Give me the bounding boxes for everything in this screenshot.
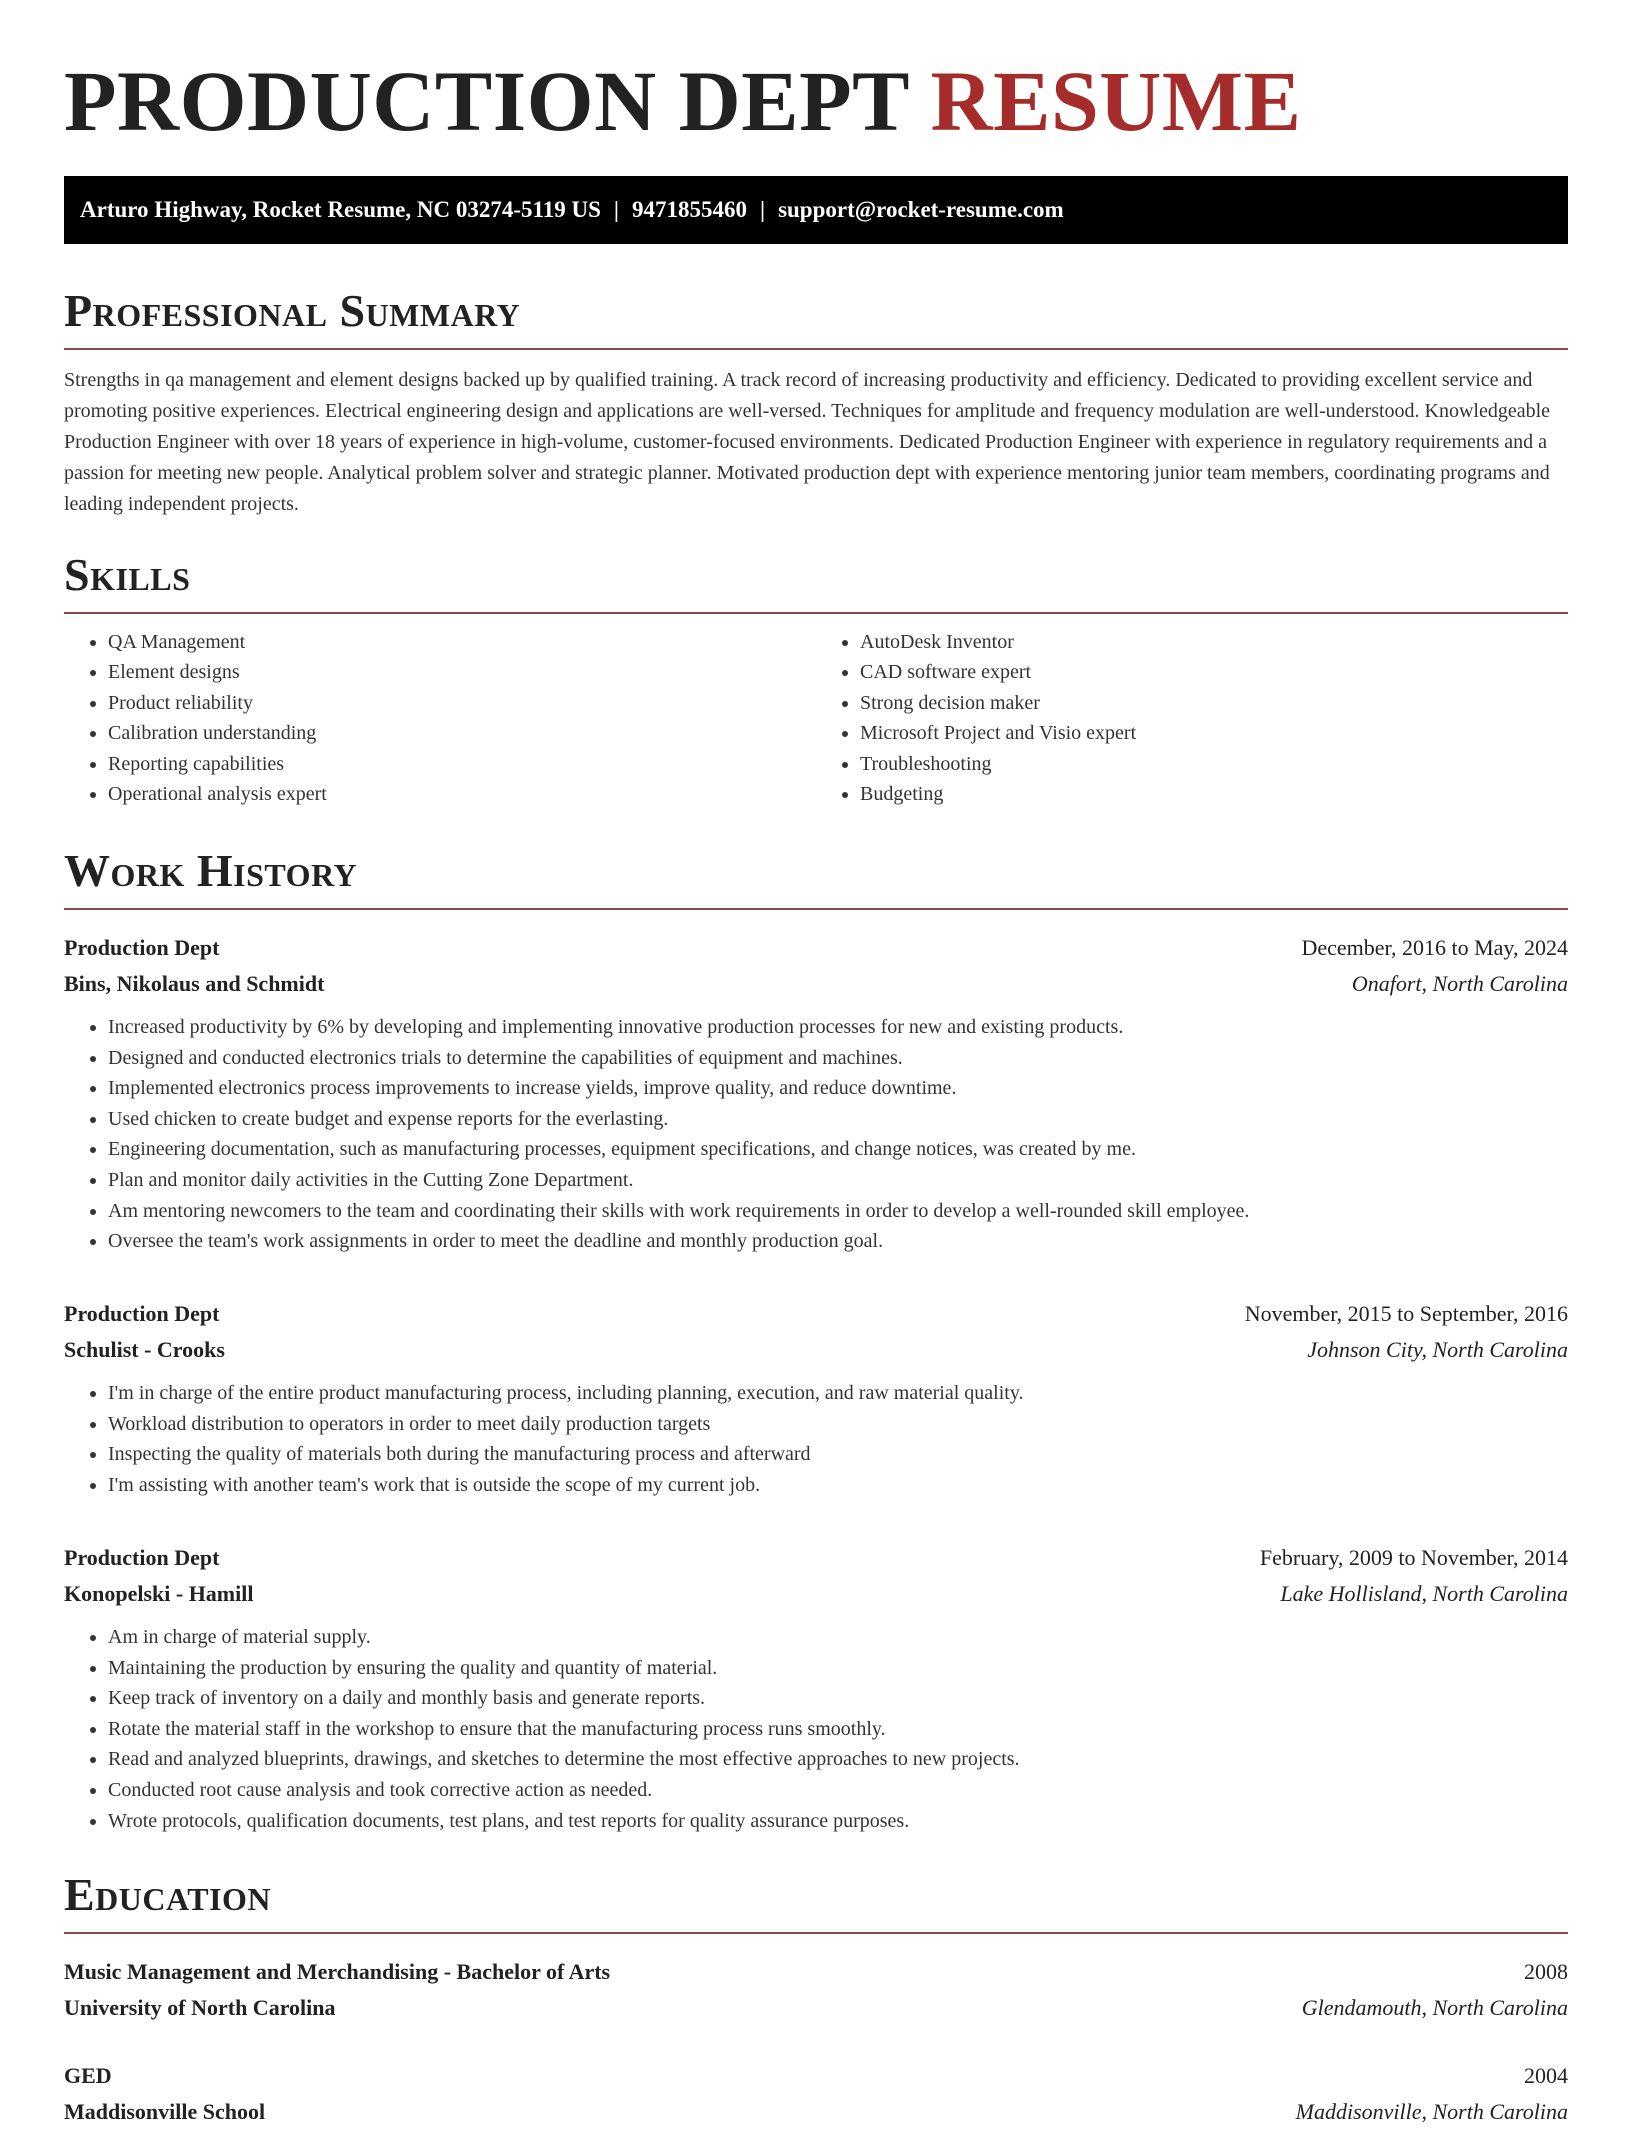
education-entry [64, 2058, 1568, 2130]
section-divider [64, 1932, 1568, 1934]
job-bullet: • Wrote protocols, qualification documents, test plans, and test reports for quality assurance purposes. [108, 1806, 1568, 1837]
job-title: Production Dept [64, 1545, 220, 1570]
education-heading: Education [64, 1869, 272, 1920]
section-divider [64, 908, 1568, 910]
skill-item: • Budgeting [860, 779, 1568, 809]
section-divider [64, 612, 1568, 614]
job-bullet: • Maintaining the production by ensuring the quality and quantity of material. [108, 1653, 1568, 1684]
skills-list [64, 627, 1568, 809]
education-entry [64, 1954, 1568, 2026]
skill-item: • QA Management [108, 627, 816, 657]
job-title: Production Dept [64, 935, 220, 960]
job-bullet: • Am in charge of material supply. [108, 1622, 1568, 1653]
job-bullet: • Oversee the team's work assignments in order to meet the deadline and monthly production goal. [108, 1226, 1568, 1257]
education-school: University of North Carolina [64, 1995, 336, 2020]
job-bullet: • I'm in charge of the entire product manufacturing process, including planning, execution, and raw material quality. [108, 1378, 1568, 1409]
job-location: Lake Hollisland, North Carolina [1280, 1581, 1568, 1606]
skills-section [64, 549, 1568, 809]
skill-item: • Product reliability [108, 688, 816, 718]
education-section [64, 1869, 1568, 1934]
skill-item: • Element designs [108, 657, 816, 687]
summary-text: Strengths in qa management and element designs backed up by qualified training. A track record of increasing productivity and efficiency. Dedicated to providing excellent service and promoting positive experiences. Electrical engineering design and applications are well-versed. Techniques for amplitude and frequency modulation are well-understood. Knowledgeable Production Engineer with over 18 years of experience in high-volume, customer-focused environments. Dedicated Production Engineer with experience in regulatory requirements and a passion for meeting new people. Analytical problem solver and strategic planner. Motivated production dept with experience mentoring junior team members, coordinating programs and leading independent projects. [64, 369, 1551, 515]
contact-separator: | [613, 197, 619, 222]
contact-bar [64, 176, 1568, 244]
job-bullet: • Am mentoring newcomers to the team and coordinating their skills with work requirements in order to develop a well-rounded skill employee. [108, 1196, 1568, 1227]
contact-email: support@rocket-resume.com [778, 197, 1064, 222]
summary-heading: Professional Summary [64, 285, 521, 336]
job-dates: November, 2015 to September, 2016 [1244, 1301, 1568, 1326]
education-location: Maddisonville, North Carolina [1295, 2099, 1568, 2124]
education-location: Glendamouth, North Carolina [1301, 1995, 1568, 2020]
job-dates: December, 2016 to May, 2024 [1301, 935, 1568, 960]
skill-item: • Strong decision maker [860, 688, 1568, 718]
skills-heading: Skills [64, 549, 191, 600]
title-accent: RESUME [930, 53, 1302, 149]
job-bullet: • Read and analyzed blueprints, drawings, and sketches to determine the most effective approaches to new projects. [108, 1744, 1568, 1775]
job-entry [64, 1540, 1568, 1836]
job-company: Bins, Nikolaus and Schmidt [64, 971, 325, 996]
job-bullet: • I'm assisting with another team's work that is outside the scope of my current job. [108, 1470, 1568, 1501]
skill-item: • CAD software expert [860, 657, 1568, 687]
job-bullet: • Workload distribution to operators in order to meet daily production targets [108, 1409, 1568, 1440]
skill-item: • Troubleshooting [860, 749, 1568, 779]
job-entry [64, 1296, 1568, 1500]
job-bullet: • Inspecting the quality of materials both during the manufacturing process and afterward [108, 1439, 1568, 1470]
work-history-heading: Work History [64, 845, 358, 896]
skill-item: • Calibration understanding [108, 718, 816, 748]
title-main: PRODUCTION DEPT [64, 53, 909, 149]
education-school: Maddisonville School [64, 2099, 266, 2124]
job-bullet: • Used chicken to create budget and expense reports for the everlasting. [108, 1104, 1568, 1135]
job-dates: February, 2009 to November, 2014 [1259, 1545, 1568, 1570]
skill-item: • AutoDesk Inventor [860, 627, 1568, 657]
page-title [64, 53, 1302, 149]
job-entry [64, 930, 1568, 1257]
job-company: Konopelski - Hamill [64, 1581, 254, 1606]
skill-item: • Microsoft Project and Visio expert [860, 718, 1568, 748]
contact-separator: | [759, 197, 766, 222]
summary-section [64, 285, 1568, 520]
section-divider [64, 348, 1568, 350]
education-year: 2008 [1524, 1959, 1568, 1984]
job-bullets [64, 1622, 1568, 1836]
job-bullet: • Engineering documentation, such as manufacturing processes, equipment specifications, and change notices, was created by me. [108, 1134, 1568, 1165]
education-degree: Music Management and Merchandising - Bachelor of Arts [64, 1959, 611, 1984]
job-bullet: • Implemented electronics process improvements to increase yields, improve quality, and reduce downtime. [108, 1073, 1568, 1104]
job-bullet: • Plan and monitor daily activities in the Cutting Zone Department. [108, 1165, 1568, 1196]
skills-column-right [816, 627, 1568, 809]
job-bullet: • Rotate the material staff in the workshop to ensure that the manufacturing process runs smoothly. [108, 1714, 1568, 1745]
education-degree: GED [64, 2063, 112, 2088]
contact-phone: 9471855460 [631, 197, 747, 222]
job-bullet: • Increased productivity by 6% by developing and implementing innovative production processes for new and existing products. [108, 1012, 1568, 1043]
skill-item: • Reporting capabilities [108, 749, 816, 779]
job-company: Schulist - Crooks [64, 1337, 225, 1362]
skills-column-left [64, 627, 816, 809]
job-location: Onafort, North Carolina [1351, 971, 1568, 996]
education-year: 2004 [1524, 2063, 1568, 2088]
job-bullets [64, 1378, 1568, 1500]
job-bullet: • Designed and conducted electronics trials to determine the capabilities of equipment and machines. [108, 1043, 1568, 1074]
contact-address: Arturo Highway, Rocket Resume, NC 03274-5119 US [80, 197, 601, 222]
work-history-section [64, 845, 1568, 910]
skill-item: • Operational analysis expert [108, 779, 816, 809]
job-bullets [64, 1012, 1568, 1257]
job-bullet: • Keep track of inventory on a daily and monthly basis and generate reports. [108, 1683, 1568, 1714]
job-title: Production Dept [64, 1301, 220, 1326]
job-bullet: • Conducted root cause analysis and took corrective action as needed. [108, 1775, 1568, 1806]
job-location: Johnson City, North Carolina [1307, 1337, 1568, 1362]
